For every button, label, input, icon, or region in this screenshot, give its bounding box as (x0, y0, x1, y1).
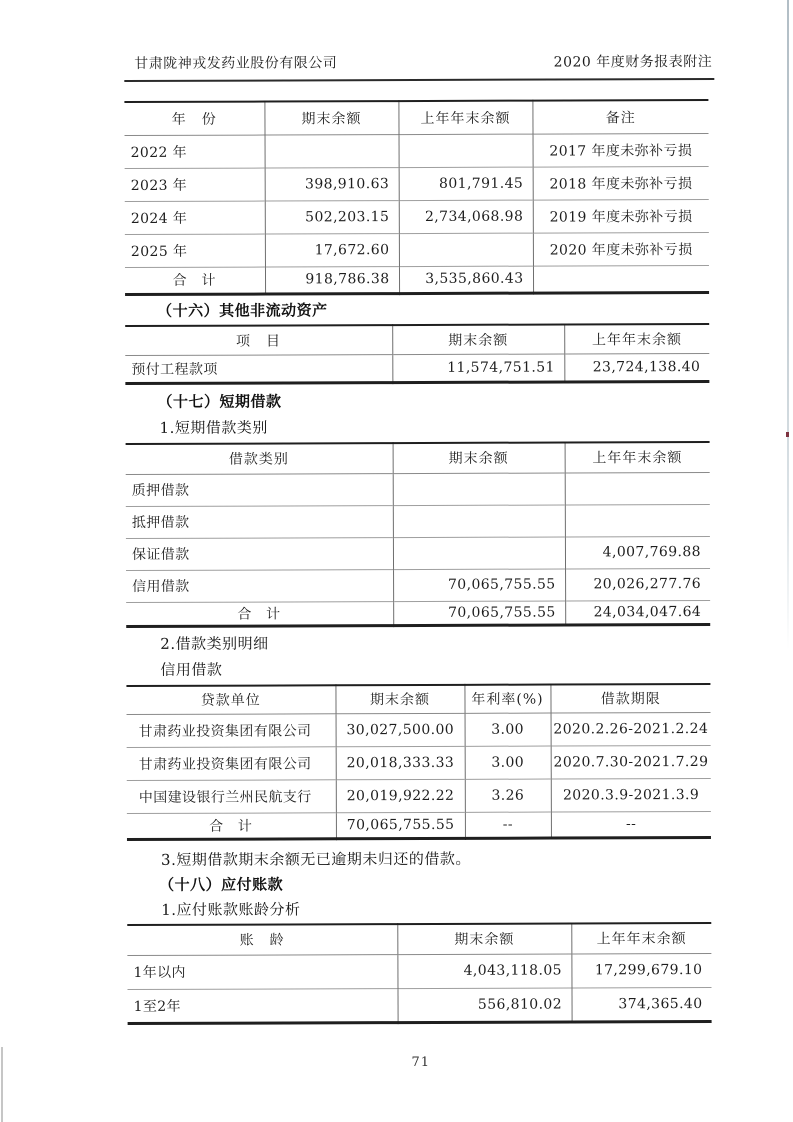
table-other-noncurrent-assets (125, 322, 709, 385)
table-cell: 合 计 (127, 813, 336, 840)
section-heading-17: （十七）短期借款 (157, 392, 282, 411)
table-cell: 23,724,138.40 (592, 359, 701, 376)
column-header: 期末余额 (393, 442, 565, 473)
item-short-term-loan-types: 1.短期借款类别 (159, 418, 268, 437)
table-cell: 3.00 (465, 746, 551, 779)
report-title: 2020 年度财务报表附注 (553, 53, 713, 71)
table-short-term-loan-types (126, 441, 711, 628)
column-header: 期末余额 (397, 923, 571, 954)
table-cell: 2020.3.9-2021.3.9 (562, 787, 700, 804)
table-row (126, 504, 710, 538)
table-row (127, 712, 711, 747)
table-cell: 556,810.02 (397, 987, 571, 1022)
table-cell: 374,365.40 (618, 995, 703, 1012)
table-cell (399, 134, 533, 167)
table-cell: -- (626, 816, 637, 833)
table-row (127, 778, 711, 813)
table-row (126, 536, 710, 570)
table-total-row (127, 811, 711, 839)
table-row (126, 472, 710, 506)
table-cell: 保证借款 (126, 537, 393, 570)
table-cell: 甘肃药业投资集团有限公司 (127, 747, 336, 781)
company-name: 甘肃陇神戎发药业股份有限公司 (134, 55, 338, 72)
column-header: 期末余额 (264, 101, 398, 134)
table-row (127, 745, 711, 780)
table-cell: 2020.2.26-2021.2.24 (553, 720, 709, 738)
column-header: 贷款单位 (126, 685, 335, 715)
table-cell (265, 134, 399, 167)
table-cell: 2017 年度未弥补亏损 (549, 142, 693, 160)
table-row (125, 232, 709, 267)
table-cell: 398,910.63 (265, 167, 399, 200)
table-cell: 中国建设银行兰州民航支行 (127, 780, 336, 814)
table-header-row (124, 100, 708, 135)
scan-speck (786, 432, 789, 437)
table-cell: 801,791.45 (399, 167, 533, 200)
table-cell: 2,734,068.98 (399, 200, 533, 233)
table-credit-loan-details (126, 682, 711, 841)
table-cell: 2020.7.30-2021.7.29 (553, 753, 709, 771)
scan-edge-line-right (787, 0, 789, 650)
table-cell: 预付工程款项 (125, 355, 392, 384)
table-cell: 1至2年 (127, 988, 397, 1023)
table-cell (393, 472, 565, 505)
table-cell: 70,065,755.55 (336, 812, 465, 838)
table-cell: 918,786.38 (265, 266, 399, 293)
table-cell: 质押借款 (126, 473, 393, 506)
document-header (124, 51, 714, 82)
table-payables-aging (127, 922, 711, 1025)
table-cell: 3,535,860.43 (399, 266, 533, 293)
table-cell (399, 233, 533, 266)
table-row (125, 166, 709, 201)
column-header: 期末余额 (335, 684, 464, 713)
table-row (127, 953, 711, 989)
item-no-overdue-loans-note: 3.短期借款期末余额无已逾期未归还的借款。 (161, 849, 471, 869)
table-row (125, 199, 709, 234)
table-total-row (126, 600, 710, 626)
table-cell (533, 265, 709, 293)
table-cell: 20,018,333.33 (336, 746, 465, 779)
table-cell: 2025 年 (125, 234, 265, 267)
table-cell: 70,065,755.55 (393, 568, 565, 601)
table-row (127, 987, 711, 1023)
column-header: 年利率(%) (464, 684, 550, 713)
table-cell: 2024 年 (125, 201, 265, 234)
table-cell (393, 536, 565, 569)
table-cell: 抵押借款 (126, 505, 393, 538)
table-cell: 信用借款 (126, 569, 393, 602)
table-cell: 20,026,277.76 (593, 576, 702, 593)
item-credit-loans: 信用借款 (160, 660, 223, 679)
table-cell: 3.26 (465, 779, 551, 812)
table-cell: 4,007,769.88 (602, 544, 701, 561)
table-row (125, 133, 709, 168)
column-header: 项 目 (125, 325, 392, 356)
table-cell: 24,034,047.64 (593, 603, 702, 620)
table-header-row (126, 442, 710, 474)
table-cell: 1年以内 (127, 954, 397, 989)
table-cell: 甘肃药业投资集团有限公司 (127, 714, 336, 748)
table-header-row (127, 923, 711, 955)
table-cell: 2023 年 (125, 168, 265, 201)
section-heading-16: （十六）其他非流动资产 (157, 300, 328, 320)
section-heading-18: （十八）应付账款 (159, 875, 284, 894)
column-header: 借款期限 (600, 691, 661, 708)
table-cell: -- (465, 812, 551, 838)
table-cell: 2022 年 (125, 135, 265, 168)
page-content (124, 51, 714, 1071)
item-payables-aging-analysis: 1.应付账款账龄分析 (161, 900, 301, 919)
table-cell: 17,672.60 (265, 233, 399, 266)
table-cell (565, 472, 710, 505)
table-cell (393, 504, 565, 537)
column-header: 年 份 (124, 102, 264, 135)
column-header: 账 龄 (127, 924, 397, 955)
table-row (125, 353, 709, 383)
table-cell: 11,574,751.51 (392, 354, 564, 383)
column-header: 期末余额 (392, 324, 564, 355)
table-cell: 4,043,118.05 (397, 953, 571, 988)
table-annual-loss-carryforward (124, 99, 709, 296)
table-cell (565, 504, 710, 537)
column-header: 备注 (605, 109, 636, 127)
table-header-row (125, 323, 709, 355)
table-cell: 合 计 (126, 601, 393, 626)
table-cell: 2019 年度未弥补亏损 (549, 208, 693, 226)
table-cell: 502,203.15 (265, 200, 399, 233)
column-header: 上年年末余额 (596, 931, 687, 948)
table-cell: 17,299,679.10 (594, 962, 703, 979)
table-cell: 30,027,500.00 (336, 713, 465, 746)
column-header: 上年年末余额 (398, 101, 532, 134)
table-cell: 合 计 (125, 267, 265, 294)
table-cell: 70,065,755.55 (393, 600, 565, 625)
column-header: 上年年末余额 (591, 331, 683, 349)
table-total-row (125, 265, 709, 294)
column-header: 借款类别 (126, 443, 393, 474)
table-cell: 20,019,922.22 (336, 779, 465, 812)
table-header-row (126, 683, 710, 714)
table-row (126, 568, 710, 602)
item-loan-details: 2.借款类别明细 (160, 634, 269, 653)
page-number: 71 (411, 1054, 431, 1070)
table-cell: 2018 年度未弥补亏损 (549, 175, 693, 193)
table-cell: 3.00 (465, 713, 551, 746)
scan-edge-line-left (1, 1047, 3, 1122)
table-cell: 2020 年度未弥补亏损 (549, 241, 693, 259)
column-header: 上年年末余额 (592, 450, 683, 467)
